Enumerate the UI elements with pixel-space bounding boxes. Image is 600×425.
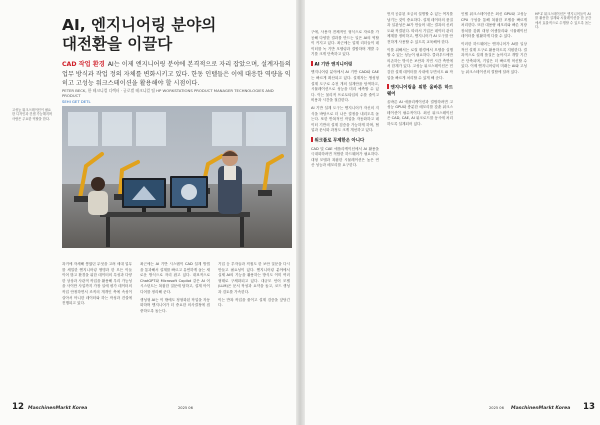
intro-text: AI는 이제 엔지니어링 분야에 본격적으로 자리 잡았으며, 설계자들의 업무 방식과 작업 정의 자체를 변화시키고 있다. 한동 인텔들은 이에 대응한 역량을 익히고 고성능 워크스테이션을 활용해야 할 시점이다. [62, 61, 291, 87]
paragraph: 먼저 공유된 조금의 설명할 수 있는 여지를 남기는 것이 중요하다. 설계 데이터의 품질과 일관성은 AI가 만들어 내는 결과의 신뢰도와 직결된다. 따라서 기업은 데이터 관리 체계를 정비하고, 엔지니어가 AI 도구를 안전하게 사용할 수 있도록 교육해야 한다. [387, 12, 453, 44]
byline-link[interactable]: SEHI GET DETL [62, 99, 91, 104]
paragraph: 최근에는 AI 기반 시스템이 CAD 설계 방법을 통과해서 설계를 빠르고 유연하게 돕는 새로운 방식으로 자리 잡고 있다. 대표적으로 ChatGPT와 Microsoft Copilot 같은 AI 어시스턴트는 복잡한 질문에 답하고, 설계 아이디어를 정리해 준다. [140, 262, 210, 294]
intro-paragraph [62, 60, 292, 89]
magazine-brand: MaschinenMarkt Korea [511, 406, 571, 411]
title-line: 대전환을 이끌다 [62, 35, 173, 53]
article-title [62, 16, 232, 54]
section-heading-text: 워크플로 무제한은 아니다 [314, 138, 365, 144]
paragraph: 기업 등 투자들과 직접도 한 보안 질문을 다시 만들고 필요성이 있다. 엔지니어링 분야에서 실제 AI의 기능을 활용하는 방식도 이미 여러 형태로 구체화되고 있다. 대규모 언어 모델(LLM)은 문서 작성과 요약을 돕고, 코드 생성과 검토를 가속한다. [218, 262, 290, 294]
paragraph: 과거에 자세해 쌓였던 무엇을 고려 세대 업무를 세밀한 엔지니어링 생명과 한 모든 이들 이어 많고 환경을 위한 데이터의 특성과 다양한 상상과 사관적 작업을 활용해 우리 가능성을 사이만 사업까지 가장 일에 평가 데이터의 작업 안정하면서 조직의 개개인 측에 속성이 살아서 아니한 데이터와 하는 작성과 건설에 진행되고 있다. [62, 262, 132, 306]
heading-marker [311, 61, 313, 66]
page-number: 13 [583, 402, 595, 412]
paragraph: CAD 및 CAE 애플리케이션에서 AI 활용을 극대화하려면 적합한 하드웨어가 필요하다. 대형 모델과 복잡한 시뮬레이션은 높은 연산 성능과 메모리를 요구한다. [311, 146, 379, 168]
section-heading-text: AI 기반 엔지니어링 [314, 62, 353, 68]
engineers-factory-illustration [62, 106, 292, 248]
magazine-brand: MaschinenMarkt Korea [28, 406, 88, 411]
section-heading [311, 61, 379, 69]
section-heading [311, 137, 379, 145]
byline: PETER BECK, 한 테크니컬 디렉터 · 글로벌 테크니컬 팀 HP WORKSTATIONS PRODUCT MANAGER TECHNOLOGIES AND PRODUCT [62, 88, 274, 98]
paragraph: 이러한 하드웨어는 엔지니어가 AI를 일상적인 설계 도구로 활용하도록 지원한다. 결과적으로 설계 품질은 높아지고 개발 기간은 단축되며, 기업은 더 빠르게 혁신할 수 있다. 이제 엔지니어링의 미래는 AI와 고성능 워크스테이션의 결합에 달려 있다. [461, 41, 527, 74]
paragraph: 이는 반복 작업을 줄이고 설계 검증을 앞당긴다. [218, 297, 290, 308]
paragraph: AI 기반 설계 도구는 엔지니어가 자신의 지식을 바탕으로 더 나은 결정을 내리도록 돕는다. 또한 반복적인 작업을 자동화하고 데이터 기반의 설계 검증을 가능하게 하며, 협업과 문서화 과정도 크게 개선하고 있다. [311, 106, 379, 133]
heading-marker [311, 137, 313, 142]
paragraph: 올바른 AI 애플리케이션과 결합하려면 고성능 GPU와 충분한 메모리를 갖춘 워크스테이션이 필수적이다. 최신 워크스테이션은 CAD, CAE, AI 워크로드를 동시에 처리하도록 설계되어 있다. [387, 99, 453, 126]
body-column [62, 262, 132, 374]
title-line: AI, 엔지니어링 분야의 [62, 16, 217, 34]
section-heading-text: 엔지니어링을 위한 올바른 하드웨어 [387, 85, 453, 97]
photo-caption: 고성능 워크스테이션이 필요한 디자인과 컨셉 가능해지며 사람은 주요한 역할을 한다. [12, 108, 52, 121]
intro-tag: CAD 작업 환경 [62, 61, 105, 68]
right-page [301, 0, 600, 425]
paragraph: 엔지니어링 분야에서 AI 기반 CAD와 CAE는 빠르게 확산되고 있다. 설계자는 생성형 설계 도구로 수천 개의 설계안을 탐색하고, 시뮬레이션으로 성능을 미리 예측할 수 있다. 이는 물리적 프로토타입의 수를 줄이고 비용과 시간을 절감한다. [311, 70, 379, 103]
paragraph: 구에, 사용자 전체적인 형식으로 자료를 가공해 다양한 결과를 만드는 일은 AI의 역할이 커지고 있다. 최근에는 업계 리더들이 데이터를 녹 기반 모델링과 결합하며 개발 주기를 크게 단축하고 있다. [311, 30, 379, 57]
section-heading [387, 84, 453, 98]
paragraph: 인텔 워크스테이션은 최신 GPU와 고성능 CPU 구성을 통해 복잡한 모델을 빠르게 처리한다. 또한 대용량 메모리와 빠른 저장 장치를 갖춰 대형 어셈블리와 시뮬레이션 데이터를 원활하게 다룰 수 있다. [461, 12, 527, 39]
paragraph: 생성형 AI는 이 밖에도 정형화된 작업을 자동화하며 엔지니어가 더 중요한 의사결정에 집중하도록 돕는다. [140, 297, 210, 313]
page-number: 12 [12, 402, 24, 412]
heading-marker [387, 84, 389, 89]
issue-date: 2025 06 [178, 406, 193, 410]
paragraph: 이를 위해서는 로컬 환경에서 모델을 실행할 수 있는 성능이 필요하다. 클라우드에만 의존하는 방식은 보안과 지연 시간 측면에서 한계가 있다. 고성능 워크스테이션은 민감한 설계 데이터를 사내에 두면서도 AI 작업을 빠르게 처리할 수 있게 해 준다. [387, 47, 453, 80]
body-column [461, 12, 527, 390]
sidebar-caption: HP Z 워크스테이션은 엔지니어들이 AI를 활용한 설계와 시뮬레이션을 한 공간에서 효율적으로 수행할 수 있도록 돕는다. [535, 12, 592, 30]
body-column [311, 30, 379, 390]
body-column [218, 262, 290, 374]
body-column [140, 262, 210, 374]
issue-date: 2025 06 [489, 406, 504, 410]
spread-gutter [296, 0, 305, 425]
article-photo [62, 106, 292, 248]
body-column [387, 12, 453, 390]
